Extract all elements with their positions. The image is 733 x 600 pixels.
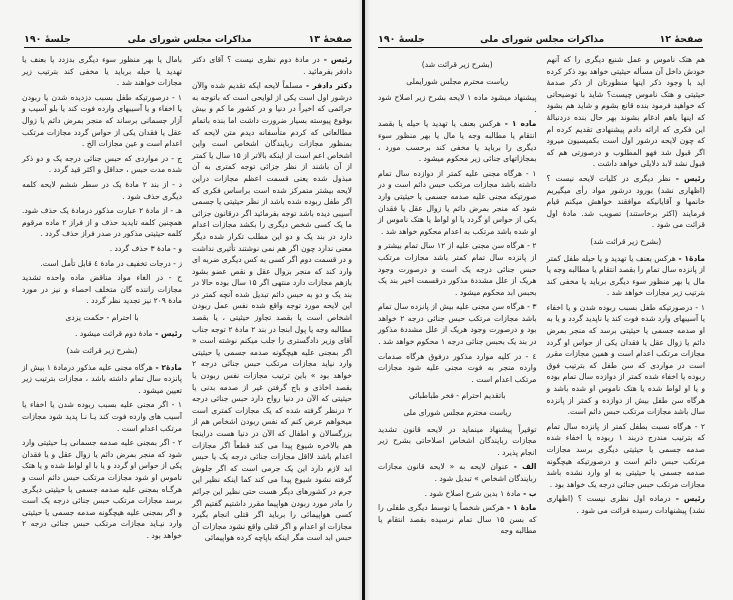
left-page-title: مذاکرات مجلس شورای ملی xyxy=(127,35,252,45)
centered-paragraph xyxy=(378,59,537,71)
paragraph xyxy=(22,179,182,202)
speaker-label: رئیس - xyxy=(319,55,352,64)
paragraph xyxy=(22,153,182,176)
paragraph-text: و - مادهٔ ۳ حذف گردد . xyxy=(109,243,182,253)
paragraph-text: درماده اول نظری نیست ؟ (اظهاری نشد) پیشنهادات رسیده قرائت می شود . xyxy=(546,494,705,515)
paragraph-text: ٤ - در کلیه موارد مذکور درفوق هرگاه صدمات وارده منجر به فوت مجنی علیه شود مجازات مرتکب اعدام است . xyxy=(378,351,537,384)
paragraph xyxy=(547,253,706,299)
paragraph-text: ریاست محترم مجلس شورایملی xyxy=(406,76,509,86)
paragraph xyxy=(22,362,182,397)
paragraph-text: (بشرح زیر قرائت شد) xyxy=(590,236,662,246)
right-page-title: مذاکرات مجلس شورای ملی xyxy=(480,35,605,45)
right-page-number: صفحهٔ ۱۲ xyxy=(659,34,703,45)
paragraph-text: مادهٔ ۱ بدین شرح اصلاح شود . xyxy=(424,488,521,498)
speaker-label: رئیس - xyxy=(152,329,182,339)
left-page-column-right xyxy=(192,54,352,547)
paragraph xyxy=(22,328,182,340)
paragraph-text: نظر دیگری در کلیات لایحه نیست ؟ (اظهاری نشد) بورود درشور مواد رأی میگیریم خانمها و آقایانیکه موافقند خواهش میکنم قیام فرمایند (اکثر برخاستند) تصویب شد. مادهٔ اول قرائت می شود . xyxy=(546,173,705,230)
paragraph-text: هم هتک ناموس و عمل شنیع دیگری را که آنهم خودش داخل آن مسأله حیثیتی خواهد بود ذکر کرده اید با وجود ذکر اینها منظورتان از ذکر صدمهٔ حیثیتی و هتک ناموس چیست؟ شاید با توضیحاتی که خواهید فرمود بنده قانع بشوم و شاید هم بشود که اینها باهم ادغام بشوند بهر حال بنده دردنبالهٔ این فکری که ارائه دادم پیشنهادی تقدیم کرده ام که چون لایحه درشور اول است بکمیسیون میرود اگر قبول شد فهو المطلوب و درصورتی هم که قبول نشد لابد دلایلی خواهد داشت . xyxy=(546,55,705,169)
paragraph xyxy=(547,173,706,231)
paragraph xyxy=(22,437,182,541)
paragraph xyxy=(378,301,537,347)
speaker-label: مادهٔ۱ - xyxy=(675,253,705,263)
paragraph-text: ۲ - اگر بمجنی علیه صدمه جسمانی یـا حیثیتی وارد شود که منجر بمرض دائم یا زوال عقل و یا فقدان یکی از حواس او گردد و یا با او لواط شده و یا هتک ناموس او شود مجازات مرتکب حبس دائم است و هرگـاه بمجنی علیه صدمه جسمی یا حیثیتی دیگری برسد مجازات مرتکب حبس جنائی درجه یک است و اگر بمجنی علیه هیچگونه صدمه جسمی یا حیثیتی وارد نیـاید مجازات مرتکب حبس جنائی درجه ۲ خواهد بود . xyxy=(22,438,182,540)
paragraph xyxy=(378,168,537,238)
centered-paragraph xyxy=(22,345,182,357)
paragraph-text: ح - در الغاء مواد مناقض ماده واحده تشدید مجازات راننده گان متخلف احصاء و نیز در مورد مادهٔ ۲۰۹ نیز تجدید نظر گردد . xyxy=(22,273,182,306)
paragraph xyxy=(378,461,537,484)
paragraph xyxy=(22,272,182,307)
paragraph-text: مادهٔ دوم قرائت میشود . xyxy=(75,329,153,339)
paragraph xyxy=(378,240,537,298)
paragraph-text: ۲ - هرگاه سن مجنی علیه از ۱۲ سال تمام بیشتر و از پانزده سال تمام کمتر باشد مجازات مرتکب حبس جنائی درجه یک است و درصورت وجود هریک از علل مشددهٔ مذکور درقسمت اخیر بند یک بحبس ابد محکوم میشود . xyxy=(378,241,537,297)
paragraph xyxy=(22,258,182,270)
paragraph-text: ۲ - هرگاه نسبت بطفل کمتر از پانزده سال تمام که بترتیب مندرج دربند ۱ ربوده یا اخفاء شده صدمه جسمی یا حیثیتی دیگری برسد مجازات مرتکب حبس دائم است و درصورتیکه هیچگونه صدمه جسمی یا حیثیتی به او وارد نشده باشد مجازات مرتکب حبس جنائی درجه یک خواهد بود . xyxy=(546,421,705,489)
signature-line xyxy=(22,312,182,324)
speaker-label: دکتر دادفر - xyxy=(302,81,352,91)
paragraph-text: هـ - از مادهٔ ۲ عبارت مذکور درمادهٔ یک حذف شود. همچنین کلمه تایدید حذف و از فراز ۲ ماده مرقوم کلمه حیثیتی مذکور در صدر فراز حذف گردد . xyxy=(22,206,182,239)
paragraph-text: در مادهٔ دوم نظری نیست ؟ آقای دکتر دادفر بفرمائید . xyxy=(192,55,352,76)
speaker-label: رئیس - xyxy=(670,173,706,183)
paragraph xyxy=(547,493,706,516)
paragraph-text: هرکس بعنف یا تهدید و یا حیله طفل کمتر از پانزده سال تمام را بقصد انتقام یا مطالبه وجه یا مال یا بهر منظور سوء دیگری برباید یا مخفی کند بترتیب زیر مجازات خواهد شد . xyxy=(546,253,705,298)
paragraph xyxy=(192,54,352,77)
left-page-header xyxy=(24,32,352,48)
paragraph xyxy=(22,243,182,255)
speaker-label: مادهٔ۲ - xyxy=(152,362,182,372)
paragraph-text: ۱ - درصورتیکه طفل بسبب دزدیده شدن یا ربودن یا اخفاء و یا آسیبهای وارده فوت کند یا بلو آسیب و آزار جسمانی برساند که منجر بمرض دائم یا زوال عقل یا فقدان یکی از حواس گردد مجازات مرتکب اعدام است و عین مجازات الخ . xyxy=(22,92,182,149)
paragraph-text: ریاست محترم مجلس شورای ملی xyxy=(403,408,512,418)
paragraph-text: ۱ - هرگاه مجنی علیه کمتر از دوازده سال تمام داشته باشد مجازات مرتکب حبس دائم است و در صورتیکه مجنی علیه صدمه جسمی یا حیثیتی وارد شود که منجر بمرض دائم یا زوال عقل یا فقدان یکی از حواس او گردد یا او لواط یا هتک ناموس از او شده باشد مرتکب به اعدام محکوم خواهد شد . xyxy=(378,168,537,236)
paragraph-text: ۳ - هرگاه سن مجنی علیه بیش از پانزده سال تمام باشد مجازات مرتکب حبس جنائی درجه ۲ خواهد بود و درصورت وجود هریک از علل مشددهٔ مذکور در بند یک بحبس جنائی درجه ۱ محکوم خواهد شد . xyxy=(378,302,537,347)
right-page-session: جلسهٔ ۱۹۰ xyxy=(378,34,425,45)
paragraph xyxy=(378,488,537,500)
paragraph xyxy=(192,80,352,544)
paragraph xyxy=(22,399,182,434)
speaker-label: الف - xyxy=(508,462,537,472)
speaker-label: ب - xyxy=(520,488,537,498)
paragraph xyxy=(378,92,537,115)
paragraph-text: مسلماً لایحه ایکه تقدیم شده والآن درشور اول است یکی از لوایحی است که باتوجه به جرائمی که اخیراً در دنیا و در کشور ما کم و بیش بوقوع پیوسته بسیار ضرورت داشت اما بنده باتمام مطالعاتی که کردم متأسفانه دیدم متن لایحه که بمنظور مجازات ربایندگان اشخاص است واین اشخاص اعم است از اینکه بالاتر از ۱۵ سال یا کمتر از آن باشند از نظر جزائی توجه کمتری به آن مبذول شده یعنی قسمت اعظم مجازات دراین لایحه بیشتر متمرکز شده است براساس فکری که اگر طفل ربوده شده باشد از نظر حیثیتی یا جسمی آسیبی دیده باشد توجه بفرمائید اگر درقانون جزائی ما یک کسی شخص دیگری را بکشد مجازات اعدام دارد در بند یک و دو این مطلب تکرار شده دیگر معنی ندارد چون اگر هم نمی نوشتند تأثیری نداشت و در قسمت دوم اگر کسی به کس دیگری ضربه ای وارد کند که منجر بزوال عقل و نقص عضو بشود بازهم مجازات دارد منتهی اگر ۱۵ سال بوده حالا در بند یک و دو به حبس دائم تبدیل شده آنچه کمتر در این لایحه مورد توجه واقع شده نفس عمل ربودن اشخاص است یا بقصد تجاوز حیثیتی ، یا بقصد مطالبه وجه یا پول ابنجا در بند ۲ مادهٔ ۲ توجه جناب آقای وزیر دادگستری را جلب میکنم نوشته است « اگر بمجنی علیه هیچگونه صدمه جسمی یا حیثیتی وارد نیاید مجازات مرتکب حبس جنائی درجه ۲ خواهد بود » باین ترتیب مجازات نفس ربودن یا بقصد اخاذی و باج گرفتن غیر از صدمه بدنی یا حیثیتی که الآن در دنیا رواج دارد حبس جنائی درجه ۲ درنظر گرفته شده که یک مجازات کمتری است میخواهم عرض کنم که نفس ربودن اشخاص هم از بزرگسالان و اطفال که الآن در دنیا هست دراینجا هم بالاخره شیوع پیدا می کند قطعاً اگر مجازات اعدام باشد لااقل مجازات جنائی درجه یک یا حبس ابد لازم دارد این یک جرمی است که اگر جلوش گرفته نشود شیوع پیدا می کند کما اینکه نظیر این جرم در کشورهای دیگر هست حتی نظیر این جرائم را مادر مورد ربودن هواپیما مقرر داشتیم گفتیم اگر کسی هواپیمائی را برباید اگر قتلی انجام بگیرد مجازات او اعدام و اگر قتلی واقع نشود مجازات آن حبس ابد است مگر اینکه باپاچه کرده هواپیمائی xyxy=(192,81,352,543)
paragraph-text: د - از بند ۲ مادهٔ یک در سطر ششم لایحه کلمه دیگری حذف شود . xyxy=(22,179,183,201)
book-spine xyxy=(362,0,365,600)
left-page-number: صفحهٔ ۱۳ xyxy=(308,34,352,45)
right-page xyxy=(364,0,733,600)
paragraph-text: ج - در مواردی که حبس جنائی درجه یک و دو ذکر شده مدت حبس ، حداقل و اکثر قید گردد . xyxy=(22,153,182,175)
right-page-column-left xyxy=(378,54,537,540)
centered-paragraph xyxy=(378,390,537,402)
paragraph xyxy=(378,424,537,459)
speaker-label: رئیس - xyxy=(670,494,705,504)
paragraph-text: توقیراً پیشنهاد مینماید در لایحه قانون تشدید مجازات ربایندگان اشخاص اصلاحاتی بشرح زیر انجام پذیرد . xyxy=(378,424,537,457)
paragraph-text: هرکس بعنف یا تهدید یا حیله یا بقصد انتقام یا مطالبه وجه یا مال یا بهر منظور سوء دیگری را برباید یا مخفی کند برحسب مورد ، بمجازاتهای جنائی زیر محکوم میشود . xyxy=(378,119,537,164)
left-page xyxy=(0,0,364,600)
paragraph-text: باتقدیم احترام - فخر طباطبائی xyxy=(409,391,506,401)
paragraph-text: پیشنهاد میشود ماده ۱ لایحه بشرح زیر اصلاح شود . xyxy=(378,93,537,114)
paragraph-text: عنوان لایحه به « لایحه قانون مجازات ربایندگان اشخاص » تبدیل شود . xyxy=(378,462,537,483)
paragraph xyxy=(22,92,182,150)
right-page-header xyxy=(378,32,703,48)
paragraph-text: (بشرح زیر قرائت شد) xyxy=(66,346,138,356)
paragraph-text: ز - درجات تخفیف در مادهٔ ٤ قابل تأمل است. xyxy=(40,258,182,268)
paragraph-text: با احترام - حکمت یزدی xyxy=(65,312,139,322)
paragraph xyxy=(378,351,537,386)
paragraph xyxy=(378,118,537,164)
paragraph xyxy=(22,205,182,240)
paragraph-text: ۱ - اگر مجنی علیه بسبب ربوده شدن یا اخفاء یا آسیب های وارده فوت کند یـا نـا پدید شود مجازات مرتکب اعدام است . xyxy=(22,400,182,433)
left-page-session: جلسهٔ ۱۹۰ xyxy=(24,34,71,45)
left-page-column-left xyxy=(22,54,182,547)
centered-paragraph xyxy=(378,76,537,88)
paragraph xyxy=(547,54,706,170)
paragraph xyxy=(547,421,706,491)
paragraph-text: هرکس شخصاً یا توسط دیگری طفلی را که بسن ۱۵ سال تمام نرسیده بقصد انتقام یا مطالبه وجه xyxy=(378,503,537,536)
right-page-column-right xyxy=(547,54,706,540)
centered-paragraph xyxy=(547,236,706,248)
left-page-columns xyxy=(22,54,352,547)
paragraph xyxy=(547,302,706,418)
paragraph-text: هرگاه مجنی علیه مذکور درمادهٔ ۱ بیش از پانزده سال تمام داشته باشد ، مجازات بترتیب زیر تعیین میشود . xyxy=(22,362,182,395)
paragraph xyxy=(378,502,537,537)
paragraph-text: بامال یا بهر منظور سوء دیگری بدزدد یا بعنف یا تهدید یا حیله برباید یا مخفی کند بترتیب زیر مجازات خواهند شد . xyxy=(22,55,182,88)
paragraph xyxy=(22,54,182,89)
centered-paragraph xyxy=(378,407,537,419)
speaker-label: ماده ۱ - xyxy=(500,119,537,129)
paragraph-text: ۱ - درصورتیکه طفل بسبب ربوده شدن و یا اخفاء یا آسیبهای وارد شده فوت کند یا ناپدید گردد و یا به او صدمه جسمی یا حیثیتی برسد که منجر بمرض دائم یا زوال عقل یا فقدان یکی از حواس او گردد مجازات مرتکب اعدام است و همین مجازات مقرر است در مواردی که سن طفل که بترتیب فوق ربوده یا اخفاء شده کمتر از دوازده سال تمام بوده و یا او لواط شده یا هتک ناموس او شده باشد و هرگاه سن طفل بیش از دوازده و کمتر از پانزده سال باشد مجازات مرتکب حبس دائم است. xyxy=(546,302,705,417)
paragraph-text: (بشرح زیر قرائت شد) xyxy=(421,60,493,69)
right-page-columns xyxy=(378,54,705,540)
speaker-label: مادهٔ ۱ - xyxy=(504,503,537,513)
